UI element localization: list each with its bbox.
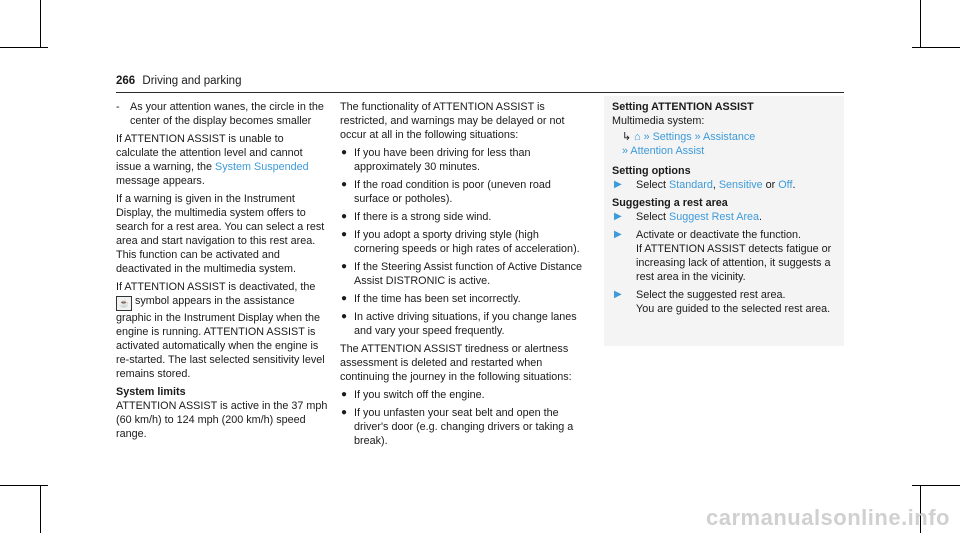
multimedia-label: Multimedia system: (612, 115, 705, 127)
bullet-icon: ● (341, 311, 348, 322)
section-heading: Suggesting a rest area (612, 197, 728, 209)
return-arrow-icon: ↳ (622, 131, 632, 143)
action-arrow-icon: ▶ (614, 179, 622, 190)
list-item: ● If the Steering Assist function of Active Distance Assist DISTRONIC is active. (341, 261, 583, 287)
list-item: ● In active driving situations, if you change lanes and vary your speed frequently. (341, 311, 577, 337)
suggest-rest-area-link[interactable]: Suggest Rest Area (669, 211, 760, 223)
crop-mark (0, 47, 48, 48)
list-item: ● If the road condition is poor (uneven road surface or potholes). (341, 179, 551, 205)
bullet-icon: ● (341, 229, 348, 240)
section-heading: Setting options (612, 165, 691, 177)
crop-mark (912, 485, 960, 486)
header-rule (116, 92, 844, 93)
paragraph: The functionality of ATTENTION ASSIST is restricted, and warnings may be delayed or not occur at all in the following situations: (340, 101, 565, 141)
paragraph: If a warning is given in the Instrument Display, the multimedia system offers to search for a rest area. You can select a rest area and start navigation to this rest area. This function can be activated and deactivated in the multimedia system. (116, 193, 325, 275)
option-sensitive[interactable]: Sensitive (718, 179, 763, 191)
menu-path (612, 130, 840, 144)
section-title: Driving and parking (142, 75, 242, 87)
list-item: ● If there is a strong side wind. (341, 211, 492, 223)
column-2 (340, 100, 586, 452)
bullet-icon: ● (341, 407, 348, 418)
column-1 (116, 100, 328, 445)
dash-item: - As your attention wanes, the circle in the center of the display becomes smaller (116, 101, 324, 127)
chevron-right-icon: » (694, 131, 701, 143)
paragraph: The ATTENTION ASSIST tiredness or alertness assessment is deleted and restarted when continuing the journey in the following situations: (340, 343, 572, 383)
crop-mark (920, 0, 921, 48)
list-item: ● If you unfasten your seat belt and open the driver's door (e.g. changing drivers or taking a break). (341, 407, 574, 447)
list-item: ● If the time has been set incorrectly. (341, 293, 521, 305)
action-step: ▶ Select Suggest Rest Area. (614, 211, 763, 223)
section-heading: System limits (116, 386, 186, 398)
menu-path-cont (612, 144, 840, 158)
bullet-icon: ● (341, 389, 348, 400)
bullet-icon: ● (341, 179, 348, 190)
list-item: ● If you switch off the engine. (341, 389, 485, 401)
system-suspended-link[interactable]: System Suspended (215, 161, 309, 173)
option-standard[interactable]: Standard (669, 179, 713, 191)
action-step: ▶ Select Standard, Sensitive or Off. (614, 179, 796, 191)
attention-assist-off-icon: ☕ (116, 296, 132, 311)
list-item: ● If you adopt a sporty driving style (high cornering speeds or high rates of acceleration). (341, 229, 580, 255)
chevron-right-icon: » (643, 131, 650, 143)
list-item: ● If you have been driving for less than approximately 30 minutes. (341, 147, 531, 173)
bullet-icon: ● (341, 293, 348, 304)
crop-mark (0, 485, 48, 486)
paragraph: If ATTENTION ASSIST is deactivated, the ☕ symbol appears in the assistance graphic in the Instrument Display when the engine is running. ATTENTION ASSIST is activated automatically when the engine is re-started. The last selected sensitivity level remains stored. (116, 281, 325, 380)
chevron-right-icon: » (622, 145, 629, 157)
action-step: ▶ Activate or deactivate the function. If ATTENTION ASSIST detects fatigue or increasing lack of attention, it suggests a rest area in the vicinity. (614, 229, 832, 283)
action-arrow-icon: ▶ (614, 289, 622, 300)
paragraph: If ATTENTION ASSIST is unable to calculate the attention level and cannot issue a warning, the System Suspended message appears. (116, 133, 309, 187)
option-off[interactable]: Off (778, 179, 793, 191)
action-step: ▶ Select the suggested rest area. You are guided to the selected rest area. (614, 289, 831, 315)
home-icon[interactable]: ⌂ (634, 131, 641, 143)
page-header (116, 75, 241, 87)
settings-menu-link[interactable]: Settings (652, 131, 692, 143)
page-number: 266 (116, 75, 136, 87)
bullet-icon: ● (341, 261, 348, 272)
crop-mark (40, 0, 41, 48)
section-heading: Setting ATTENTION ASSIST (612, 101, 754, 113)
column-3 (612, 100, 840, 320)
bullet-icon: ● (341, 147, 348, 158)
assistance-menu-link[interactable]: Assistance (703, 131, 756, 143)
attention-assist-menu-link[interactable]: Attention Assist (630, 145, 705, 157)
action-arrow-icon: ▶ (614, 211, 622, 222)
crop-mark (912, 47, 960, 48)
watermark: carmanualsonline.info (706, 505, 950, 530)
bullet-icon: ● (341, 211, 348, 222)
crop-mark (40, 485, 41, 533)
paragraph: ATTENTION ASSIST is active in the 37 mph (60 km/h) to 124 mph (200 km/h) speed range. (116, 400, 328, 440)
action-arrow-icon: ▶ (614, 229, 622, 240)
